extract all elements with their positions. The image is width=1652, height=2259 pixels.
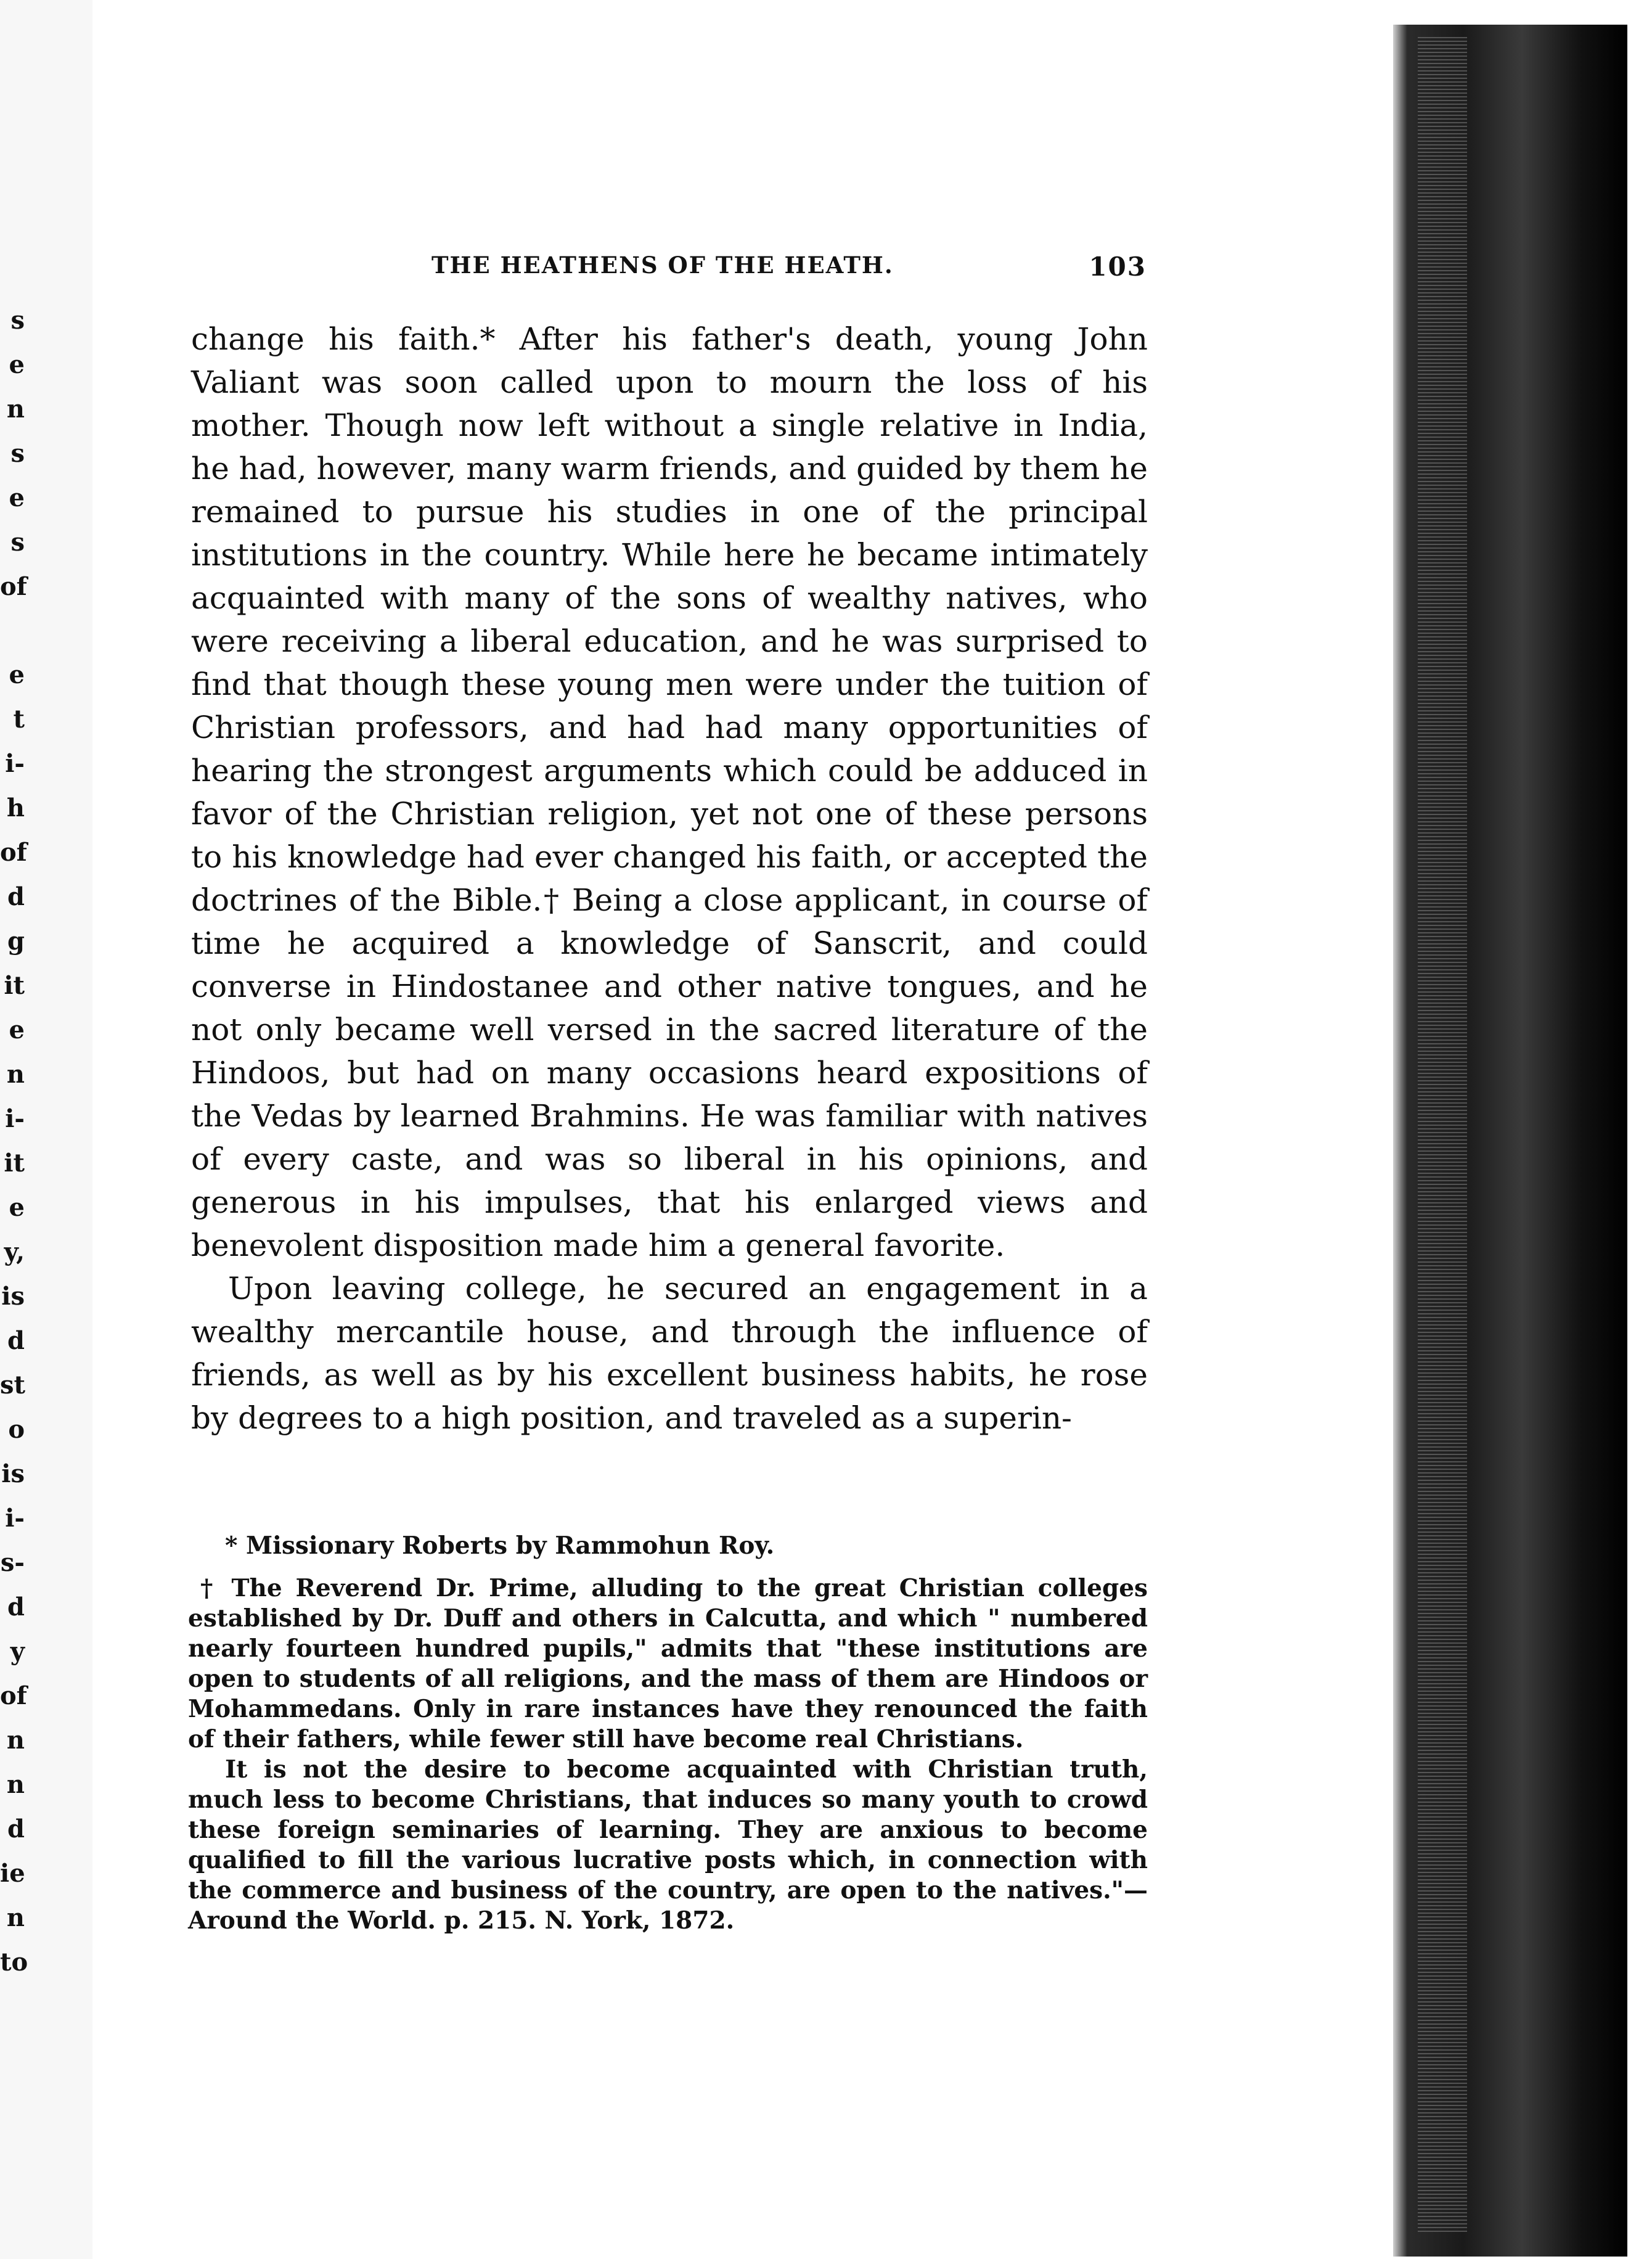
fragment: e [9, 350, 25, 379]
footnote: * Missionary Roberts by Rammohun Roy. [225, 1531, 775, 1560]
running-head: THE HEATHENS OF THE HEATH. [431, 252, 894, 279]
fragment: y [10, 1637, 25, 1666]
fragment: e [9, 1193, 25, 1222]
page-number: 103 [1089, 252, 1147, 282]
fragment: n [6, 1770, 25, 1799]
fragment: h [6, 793, 25, 822]
fragment: y, [4, 1237, 25, 1266]
left-page-text-fragments [0, 0, 92, 2259]
fragment: e [9, 483, 25, 512]
fragment: is [1, 1282, 25, 1311]
fragment: n [6, 1903, 25, 1932]
body-text [191, 318, 1148, 1440]
fragment: d [7, 1593, 25, 1621]
fragment: d [7, 1326, 25, 1355]
fragment: ie [0, 1859, 25, 1888]
fragment: s [10, 306, 25, 335]
fragment: n [6, 395, 25, 424]
fragment: it [4, 971, 25, 1000]
footnotes [188, 1531, 1148, 1942]
footnote-continuation: It is not the desire to become acquainted with Christian truth, much less to become Christians, that induces so many youth to crowd these foreign seminaries of learning. They are anxious to become qualified to fill the various lucrative posts which, in connection with the commerce and business of the country, are open to the natives."—Around the World. p. 215. N. York, 1872. [188, 1755, 1148, 1935]
fragment: of [0, 572, 27, 601]
paragraph: Upon leaving college, he secured an engagement in a wealthy mercantile house, and through the influence of friends, as well as by his excellent business habits, he rose by degrees to a high position, and traveled as a superin- [191, 1271, 1148, 1436]
fragment: s [10, 528, 25, 557]
fragment: o [8, 1415, 25, 1444]
fragment: to [0, 1948, 28, 1977]
footnote: † The Reverend Dr. Prime, alluding to the great Christian colleges established by Dr. Duff and others in Calcutta, and which " numbered nearly fourteen hundred pupils," admits that "these institutions are open to students of all religions, and the mass of them are Hindoos or Mohammedans. Only in rare instances have they renounced the faith of their fathers, while fewer still have become real Christians. [188, 1574, 1148, 1753]
fragment: n [6, 1060, 25, 1089]
fragment: of [0, 838, 27, 867]
fragment: g [7, 927, 25, 956]
paragraph: change his faith.* After his father's death, young John Valiant was soon called upon to mourn the loss of his mother. Though now left without a single relative in India, he had, however, many warm friends, and guided by them he remained to pursue his studies in one of the principal institutions in the country. While here he became intimately acquainted with many of the sons of wealthy natives, who were receiving a liberal education, and he was surprised to find that though these young men were under the tuition of Christian professors, and had had many opportunities of hearing the strongest arguments which could be adduced in favor of the Christian religion, yet not one of these persons to his knowledge had ever changed his faith, or accepted the doctrines of the Bible.† Being a close applicant, in course of time he acquired a knowledge of Sanscrit, and could converse in Hindostanee and other native tongues, and he not only became well versed in the sacred literature of the Hindoos, but had on many occasions heard expositions of the Vedas by learned Brahmins. He was familiar with natives of every caste, and was so liberal in his opinions, and generous in his impulses, that his enlarged views and benevolent disposition made him a general favorite. [191, 321, 1148, 1263]
book-page-edge-texture [1418, 37, 1467, 2232]
fragment: n [6, 1726, 25, 1755]
fragment: d [7, 1814, 25, 1843]
fragment: e [9, 1015, 25, 1044]
fragment: i- [5, 749, 25, 778]
fragment: d [7, 882, 25, 911]
page-header [431, 252, 1147, 282]
fragment: e [9, 660, 25, 689]
fragment: i- [5, 1504, 25, 1533]
fragment: s- [0, 1548, 25, 1577]
fragment: is [1, 1459, 25, 1488]
fragment: it [4, 1149, 25, 1178]
fragment: i- [5, 1104, 25, 1133]
fragment: st [0, 1371, 25, 1400]
fragment: s [10, 439, 25, 468]
fragment: of [0, 1681, 27, 1710]
fragment: t [13, 705, 25, 734]
